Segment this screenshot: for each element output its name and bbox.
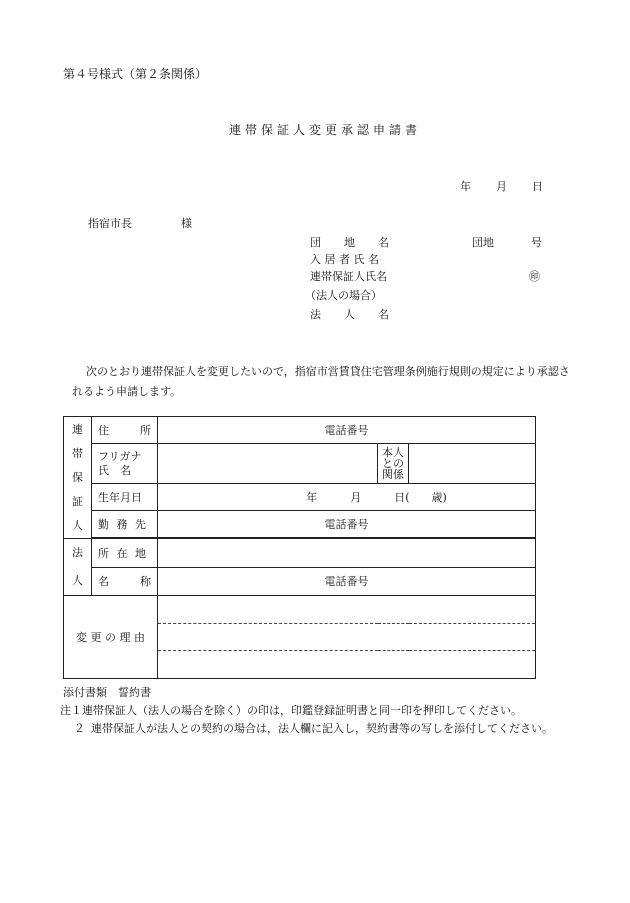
reason-label: 変 更 の 理 由 (64, 596, 158, 679)
corporation-phone-label: 電話番号 (324, 575, 369, 589)
unit-number-label: 号 (531, 236, 542, 249)
corporation-name-table-label: 名 称 (92, 567, 158, 596)
workplace-label: 勤 務 先 (92, 511, 158, 538)
address-phone-field[interactable] (158, 417, 536, 444)
guarantor-group-char: 保 (72, 470, 83, 484)
phone-label: 電話番号 (324, 424, 369, 437)
workplace-phone-field[interactable] (158, 511, 536, 538)
reason-line-2[interactable] (158, 624, 536, 651)
guarantor-name-label: 連帯保証人氏名 (310, 270, 387, 283)
note-text: 連帯保証人が法人との契約の場合は，法人欄に記入し，契約書等の写しを添付してください。 (91, 722, 553, 735)
corporation-location-label: 所 在 地 (92, 539, 158, 568)
note-text: 連帯保証人（法人の場合を除く）の印は，印鑑登録証明書と同一印を押印してください。 (82, 704, 522, 717)
danchi-suffix: 団地 (472, 236, 494, 249)
form-number: 第４号様式（第２条関係） (63, 67, 208, 81)
guarantor-group-char: 証 (72, 494, 83, 508)
corporation-phone-field[interactable] (158, 567, 536, 596)
guarantor-group-char: 連 (72, 422, 83, 436)
corporation-location-field[interactable] (158, 539, 536, 568)
birthdate-label: 生年月日 (92, 484, 158, 511)
date-year: 年 (460, 180, 471, 193)
corporation-note: （法人の場合） (305, 289, 382, 302)
guarantor-name-field[interactable] (158, 444, 378, 484)
body-text: 次のとおり連帯保証人を変更したいので，指宿市営賃貸住宅管理条例施行規則の規定により承認されるよう申請します。 (72, 365, 570, 398)
corporation-group-label (64, 539, 92, 596)
birthdate-value: 年 月 日( 歳) (306, 491, 447, 504)
resident-name-label: 入 居 者 氏 名 (310, 253, 379, 266)
note-item (60, 702, 583, 720)
corporation-group-char: 人 (72, 574, 83, 587)
corporation-group-char: 法 (72, 546, 83, 559)
relation-label: 本人との関係 (378, 444, 409, 484)
danchi-label: 団 地 名 (310, 236, 395, 249)
application-form-table (63, 416, 536, 679)
corporation-name-label: 法 人 名 (310, 308, 395, 321)
guarantor-group-char: 人 (72, 518, 83, 532)
seal-mark: ㊞ (529, 270, 540, 283)
workplace-phone-label: 電話番号 (324, 518, 369, 531)
guarantor-group-label (64, 417, 92, 539)
date-day: 日 (532, 180, 543, 193)
furigana-name-label: フリガナ 氏 名 (92, 444, 158, 484)
relation-field[interactable] (409, 444, 536, 484)
date-month: 月 (496, 180, 507, 193)
addressee-name: 指宿市長 (88, 217, 132, 230)
note-number: 注１ (60, 704, 82, 717)
guarantor-group-char: 帯 (72, 446, 83, 460)
addressee-honorific: 様 (181, 217, 192, 230)
reason-line-1[interactable] (158, 596, 536, 624)
birthdate-field[interactable] (158, 484, 536, 511)
note-number: ２ (74, 722, 85, 735)
note-item (63, 720, 583, 738)
attachments-line: 添付書類 誓約書 (63, 686, 151, 699)
notes-section (60, 684, 583, 738)
address-label: 住 所 (92, 417, 158, 444)
reason-line-3[interactable] (158, 651, 536, 679)
document-title: 連帯保証人変更承認申請書 (229, 123, 422, 137)
